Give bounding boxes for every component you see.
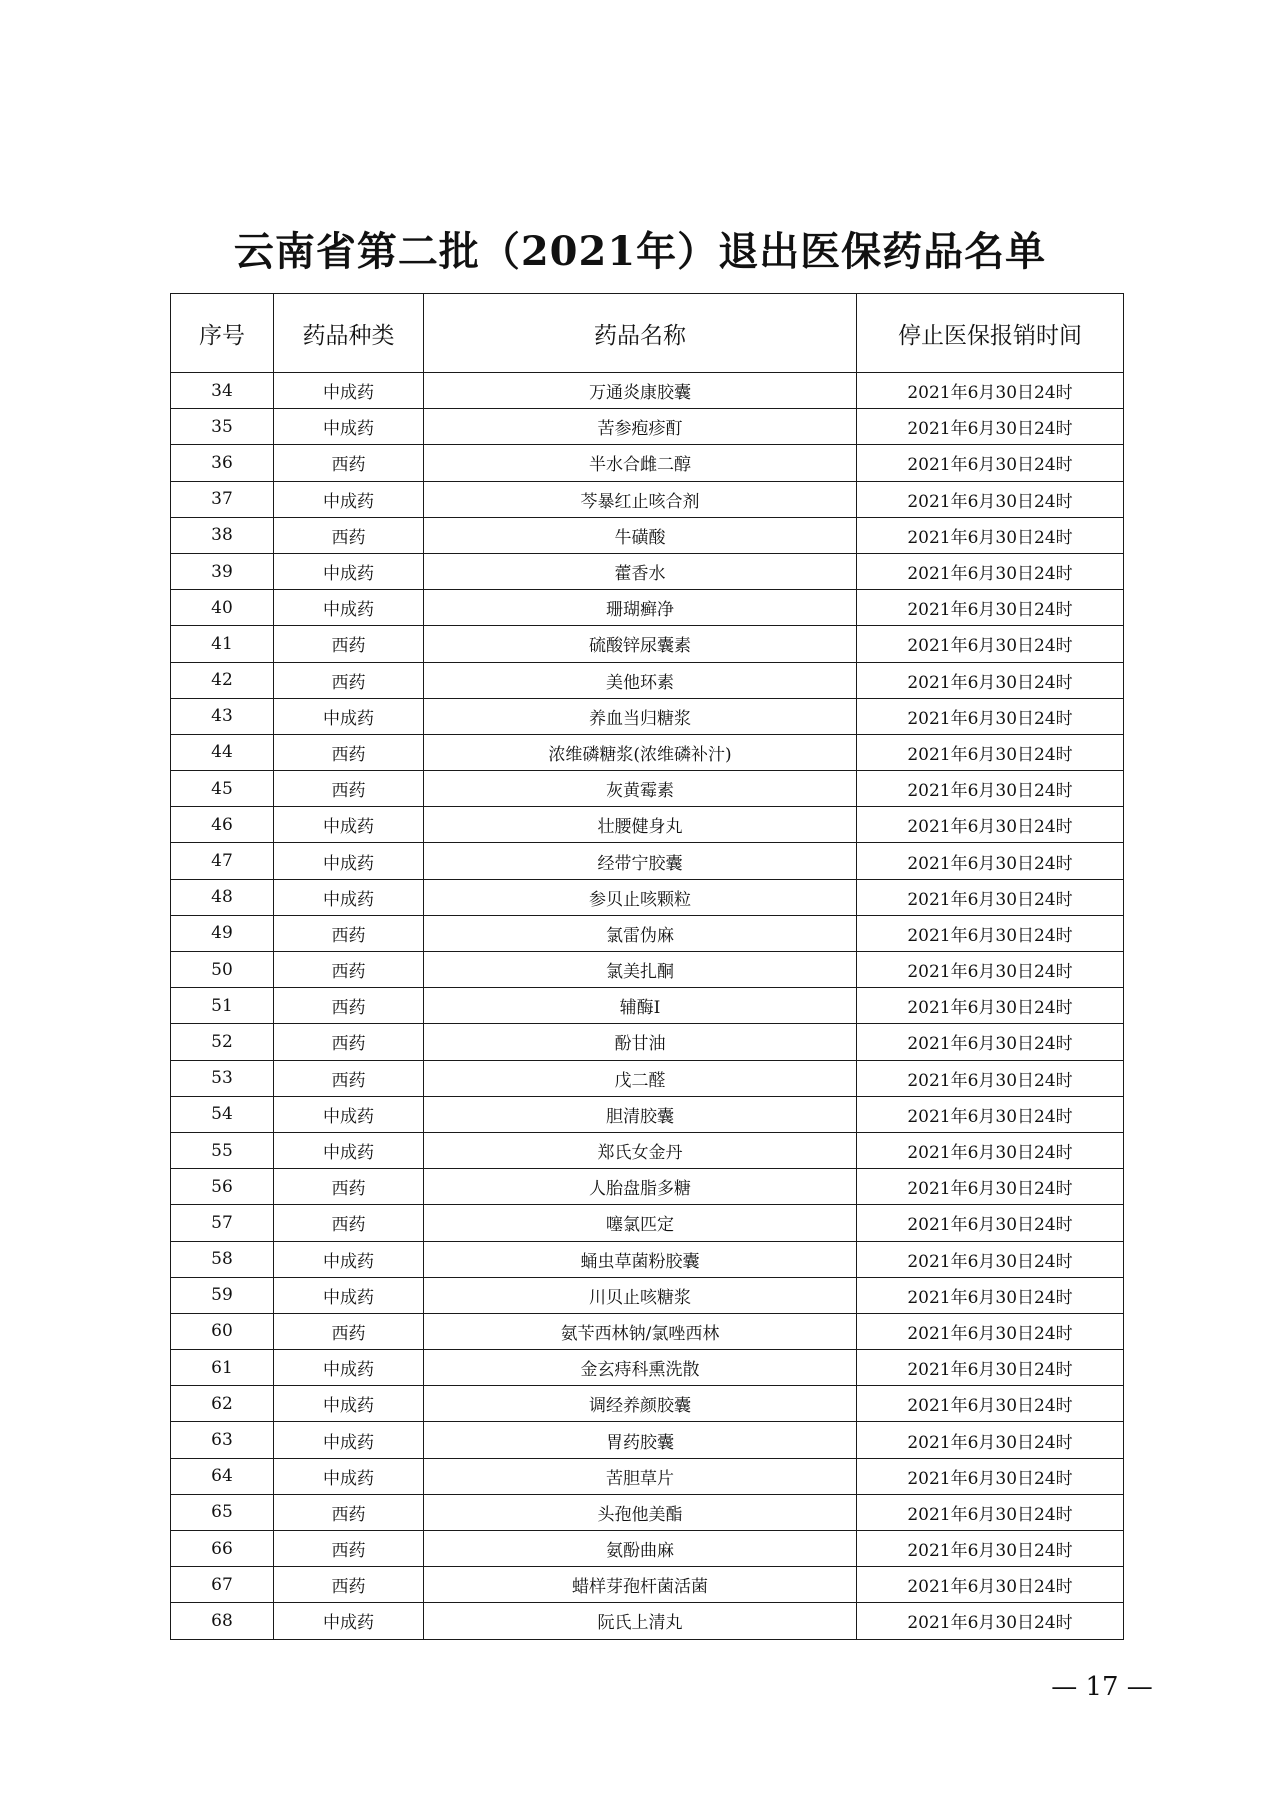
stop-time-cell: 2021年6月30日24时 (857, 952, 1124, 988)
row-number-cell: 43 (171, 698, 274, 734)
drug-name-cell: 胃药胶囊 (424, 1422, 857, 1458)
row-number-cell: 62 (171, 1386, 274, 1422)
drug-name-cell: 氯美扎酮 (424, 952, 857, 988)
drug-name-cell: 阮氏上清丸 (424, 1603, 857, 1639)
drug-category-cell: 中成药 (274, 1386, 424, 1422)
table-row (171, 1567, 1124, 1603)
drug-name-cell: 调经养颜胶囊 (424, 1386, 857, 1422)
drug-name-cell: 蜡样芽孢杆菌活菌 (424, 1567, 857, 1603)
stop-time-cell: 2021年6月30日24时 (857, 1205, 1124, 1241)
stop-time-cell: 2021年6月30日24时 (857, 1096, 1124, 1132)
row-number-cell: 53 (171, 1060, 274, 1096)
table-row (171, 1386, 1124, 1422)
table-row (171, 952, 1124, 988)
table-row (171, 409, 1124, 445)
drug-category-cell: 西药 (274, 1169, 424, 1205)
drug-name-cell: 参贝止咳颗粒 (424, 879, 857, 915)
table-row (171, 1060, 1124, 1096)
stop-time-cell: 2021年6月30日24时 (857, 1313, 1124, 1349)
drug-name-cell: 硫酸锌尿囊素 (424, 626, 857, 662)
drug-category-cell: 中成药 (274, 409, 424, 445)
stop-time-cell: 2021年6月30日24时 (857, 626, 1124, 662)
stop-time-cell: 2021年6月30日24时 (857, 1567, 1124, 1603)
row-number-cell: 51 (171, 988, 274, 1024)
table-row (171, 1313, 1124, 1349)
table-row (171, 1277, 1124, 1313)
stop-time-cell: 2021年6月30日24时 (857, 517, 1124, 553)
row-number-cell: 34 (171, 373, 274, 409)
stop-time-cell: 2021年6月30日24时 (857, 1169, 1124, 1205)
drug-category-cell: 西药 (274, 1313, 424, 1349)
drug-name-cell: 苦胆草片 (424, 1458, 857, 1494)
row-number-cell: 66 (171, 1531, 274, 1567)
table-row (171, 626, 1124, 662)
drug-name-cell: 噻氯匹定 (424, 1205, 857, 1241)
drug-category-cell: 中成药 (274, 1422, 424, 1458)
drug-category-cell: 西药 (274, 662, 424, 698)
stop-time-cell: 2021年6月30日24时 (857, 1494, 1124, 1530)
drug-category-cell: 西药 (274, 1494, 424, 1530)
row-number-cell: 50 (171, 952, 274, 988)
stop-time-cell: 2021年6月30日24时 (857, 843, 1124, 879)
row-number-cell: 58 (171, 1241, 274, 1277)
table-row (171, 1494, 1124, 1530)
stop-time-cell: 2021年6月30日24时 (857, 1350, 1124, 1386)
row-number-cell: 61 (171, 1350, 274, 1386)
table-row (171, 1422, 1124, 1458)
stop-time-cell: 2021年6月30日24时 (857, 481, 1124, 517)
drug-name-cell: 牛磺酸 (424, 517, 857, 553)
drug-category-cell: 中成药 (274, 553, 424, 589)
drug-category-cell: 西药 (274, 1531, 424, 1567)
drug-category-cell: 西药 (274, 1060, 424, 1096)
stop-time-cell: 2021年6月30日24时 (857, 373, 1124, 409)
stop-time-cell: 2021年6月30日24时 (857, 1531, 1124, 1567)
drug-category-cell: 中成药 (274, 1241, 424, 1277)
table-row (171, 915, 1124, 951)
drug-category-cell: 中成药 (274, 590, 424, 626)
row-number-cell: 39 (171, 553, 274, 589)
row-number-cell: 52 (171, 1024, 274, 1060)
stop-time-cell: 2021年6月30日24时 (857, 1458, 1124, 1494)
column-header-stop-time: 停止医保报销时间 (857, 294, 1124, 373)
drug-category-cell: 西药 (274, 1205, 424, 1241)
drug-name-cell: 灰黄霉素 (424, 771, 857, 807)
table-row (171, 373, 1124, 409)
row-number-cell: 54 (171, 1096, 274, 1132)
drug-name-cell: 人胎盘脂多糖 (424, 1169, 857, 1205)
table-row (171, 879, 1124, 915)
drug-name-cell: 蛹虫草菌粉胶囊 (424, 1241, 857, 1277)
table-row (171, 807, 1124, 843)
drug-name-cell: 经带宁胶囊 (424, 843, 857, 879)
row-number-cell: 40 (171, 590, 274, 626)
table-row (171, 517, 1124, 553)
drug-category-cell: 中成药 (274, 879, 424, 915)
column-header-name: 药品名称 (424, 294, 857, 373)
drug-category-cell: 中成药 (274, 1277, 424, 1313)
drug-name-cell: 美他环素 (424, 662, 857, 698)
drug-category-cell: 中成药 (274, 1350, 424, 1386)
stop-time-cell: 2021年6月30日24时 (857, 553, 1124, 589)
drug-table (170, 293, 1124, 1640)
row-number-cell: 45 (171, 771, 274, 807)
table-row (171, 445, 1124, 481)
drug-name-cell: 半水合雌二醇 (424, 445, 857, 481)
drug-name-cell: 戊二醛 (424, 1060, 857, 1096)
drug-category-cell: 中成药 (274, 1096, 424, 1132)
drug-category-cell: 西药 (274, 445, 424, 481)
stop-time-cell: 2021年6月30日24时 (857, 1386, 1124, 1422)
drug-name-cell: 氨苄西林钠/氯唑西林 (424, 1313, 857, 1349)
drug-name-cell: 养血当归糖浆 (424, 698, 857, 734)
stop-time-cell: 2021年6月30日24时 (857, 988, 1124, 1024)
drug-category-cell: 西药 (274, 915, 424, 951)
stop-time-cell: 2021年6月30日24时 (857, 879, 1124, 915)
row-number-cell: 59 (171, 1277, 274, 1313)
drug-name-cell: 胆清胶囊 (424, 1096, 857, 1132)
row-number-cell: 49 (171, 915, 274, 951)
drug-name-cell: 川贝止咳糖浆 (424, 1277, 857, 1313)
table-row (171, 1531, 1124, 1567)
table-row (171, 1350, 1124, 1386)
stop-time-cell: 2021年6月30日24时 (857, 1603, 1124, 1639)
drug-category-cell: 中成药 (274, 481, 424, 517)
drug-category-cell: 中成药 (274, 807, 424, 843)
drug-category-cell: 西药 (274, 952, 424, 988)
table-row (171, 1241, 1124, 1277)
row-number-cell: 38 (171, 517, 274, 553)
drug-category-cell: 中成药 (274, 1132, 424, 1168)
table-row (171, 1024, 1124, 1060)
table-row (171, 481, 1124, 517)
stop-time-cell: 2021年6月30日24时 (857, 915, 1124, 951)
drug-name-cell: 辅酶Ⅰ (424, 988, 857, 1024)
table-header-row (171, 294, 1124, 373)
stop-time-cell: 2021年6月30日24时 (857, 1132, 1124, 1168)
drug-category-cell: 西药 (274, 626, 424, 662)
stop-time-cell: 2021年6月30日24时 (857, 1277, 1124, 1313)
drug-name-cell: 芩暴红止咳合剂 (424, 481, 857, 517)
column-header-number: 序号 (171, 294, 274, 373)
page-title: 云南省第二批（2021年）退出医保药品名单 (233, 228, 1047, 275)
table-body (171, 373, 1124, 1640)
table-row (171, 843, 1124, 879)
row-number-cell: 55 (171, 1132, 274, 1168)
stop-time-cell: 2021年6月30日24时 (857, 698, 1124, 734)
row-number-cell: 47 (171, 843, 274, 879)
stop-time-cell: 2021年6月30日24时 (857, 409, 1124, 445)
row-number-cell: 41 (171, 626, 274, 662)
table-row (171, 1132, 1124, 1168)
table-row (171, 1205, 1124, 1241)
drug-name-cell: 头孢他美酯 (424, 1494, 857, 1530)
drug-category-cell: 中成药 (274, 1458, 424, 1494)
drug-name-cell: 浓维磷糖浆(浓维磷补汁) (424, 734, 857, 770)
column-header-category: 药品种类 (274, 294, 424, 373)
table-row (171, 1096, 1124, 1132)
row-number-cell: 60 (171, 1313, 274, 1349)
drug-name-cell: 氯雷伪麻 (424, 915, 857, 951)
drug-name-cell: 酚甘油 (424, 1024, 857, 1060)
row-number-cell: 46 (171, 807, 274, 843)
row-number-cell: 63 (171, 1422, 274, 1458)
row-number-cell: 56 (171, 1169, 274, 1205)
table-row (171, 734, 1124, 770)
drug-category-cell: 中成药 (274, 1603, 424, 1639)
table-row (171, 698, 1124, 734)
row-number-cell: 37 (171, 481, 274, 517)
drug-category-cell: 西药 (274, 1567, 424, 1603)
row-number-cell: 57 (171, 1205, 274, 1241)
stop-time-cell: 2021年6月30日24时 (857, 1422, 1124, 1458)
stop-time-cell: 2021年6月30日24时 (857, 445, 1124, 481)
row-number-cell: 67 (171, 1567, 274, 1603)
drug-category-cell: 西药 (274, 771, 424, 807)
stop-time-cell: 2021年6月30日24时 (857, 590, 1124, 626)
drug-name-cell: 氨酚曲麻 (424, 1531, 857, 1567)
table-row (171, 553, 1124, 589)
row-number-cell: 44 (171, 734, 274, 770)
stop-time-cell: 2021年6月30日24时 (857, 1024, 1124, 1060)
drug-category-cell: 中成药 (274, 843, 424, 879)
row-number-cell: 65 (171, 1494, 274, 1530)
drug-name-cell: 金玄痔科熏洗散 (424, 1350, 857, 1386)
table-row (171, 662, 1124, 698)
stop-time-cell: 2021年6月30日24时 (857, 771, 1124, 807)
stop-time-cell: 2021年6月30日24时 (857, 734, 1124, 770)
drug-name-cell: 万通炎康胶囊 (424, 373, 857, 409)
stop-time-cell: 2021年6月30日24时 (857, 1241, 1124, 1277)
table-row (171, 1458, 1124, 1494)
page-number: — 17 — (1051, 1672, 1153, 1702)
drug-name-cell: 藿香水 (424, 553, 857, 589)
drug-name-cell: 珊瑚癣净 (424, 590, 857, 626)
row-number-cell: 35 (171, 409, 274, 445)
row-number-cell: 42 (171, 662, 274, 698)
row-number-cell: 48 (171, 879, 274, 915)
stop-time-cell: 2021年6月30日24时 (857, 807, 1124, 843)
row-number-cell: 68 (171, 1603, 274, 1639)
stop-time-cell: 2021年6月30日24时 (857, 662, 1124, 698)
table-row (171, 590, 1124, 626)
drug-category-cell: 西药 (274, 517, 424, 553)
table-row (171, 988, 1124, 1024)
drug-name-cell: 壮腰健身丸 (424, 807, 857, 843)
stop-time-cell: 2021年6月30日24时 (857, 1060, 1124, 1096)
drug-category-cell: 西药 (274, 734, 424, 770)
drug-category-cell: 中成药 (274, 373, 424, 409)
row-number-cell: 36 (171, 445, 274, 481)
row-number-cell: 64 (171, 1458, 274, 1494)
table-row (171, 1603, 1124, 1639)
drug-category-cell: 中成药 (274, 698, 424, 734)
drug-category-cell: 西药 (274, 988, 424, 1024)
table-row (171, 1169, 1124, 1205)
table-row (171, 771, 1124, 807)
drug-category-cell: 西药 (274, 1024, 424, 1060)
drug-name-cell: 郑氏女金丹 (424, 1132, 857, 1168)
drug-name-cell: 苦参疱疹酊 (424, 409, 857, 445)
